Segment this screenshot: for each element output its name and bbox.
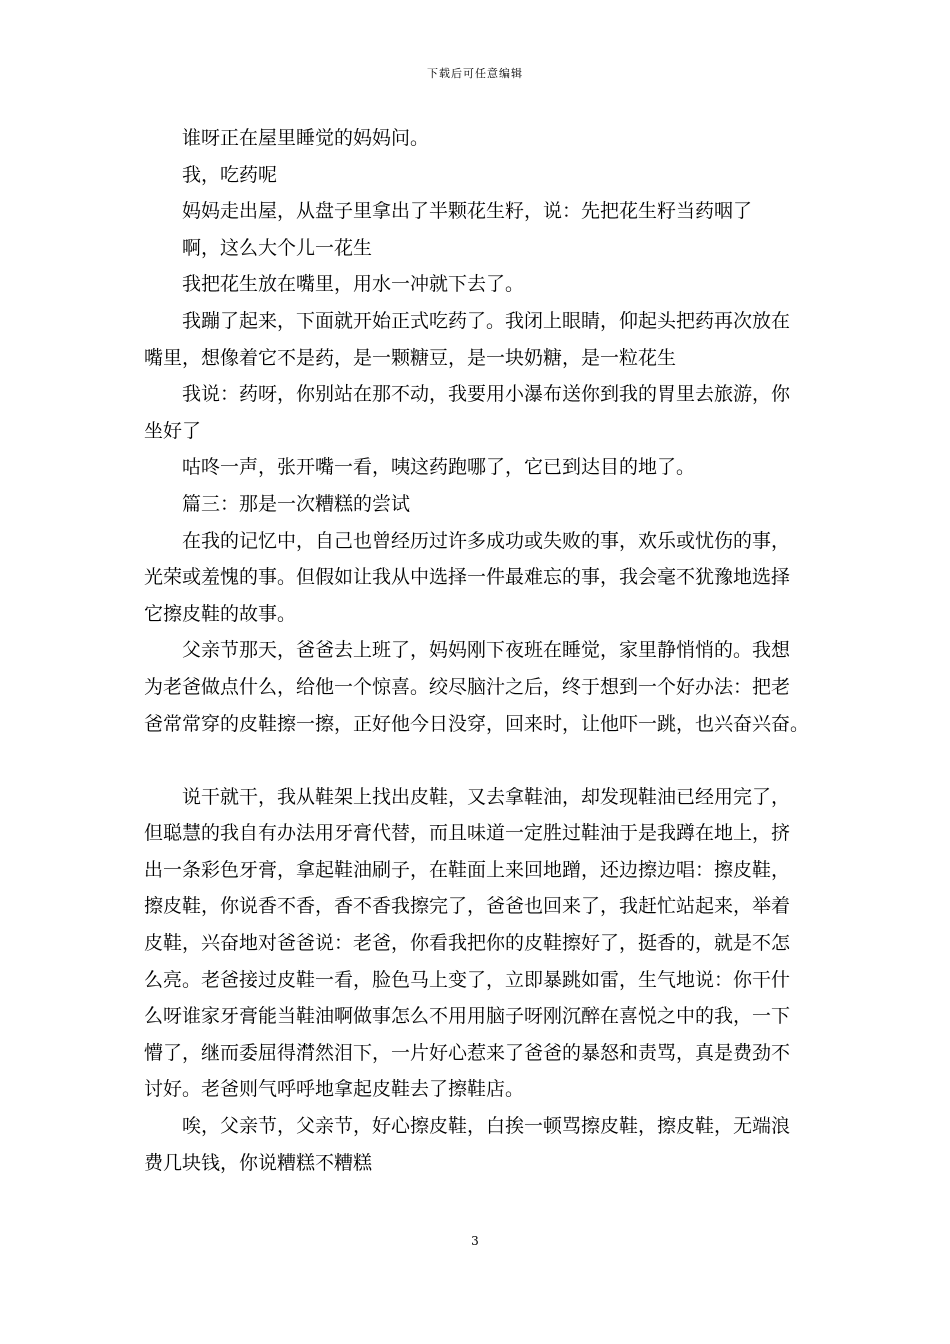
blank-line <box>144 742 814 779</box>
paragraph: 啊，这么大个儿一花生 <box>182 236 373 259</box>
paragraph: 唉，父亲节，父亲节，好心擦皮鞋，白挨一顿骂擦皮鞋，擦皮鞋，无端浪 费几块钱，你说糟糕不糟糕 <box>144 1115 791 1174</box>
section-heading: 篇三：那是一次糟糕的尝试 <box>182 492 411 515</box>
paragraph: 咕咚一声，张开嘴一看，咦这药跑哪了，它已到达目的地了。 <box>182 456 696 479</box>
paragraph: 妈妈走出屋，从盘子里拿出了半颗花生籽，说：先把花生籽当药咽了 <box>182 200 753 223</box>
paragraph: 谁呀正在屋里睡觉的妈妈问。 <box>182 127 430 149</box>
paragraph: 父亲节那天，爸爸去上班了，妈妈刚下夜班在睡觉，家里静悄悄的。我想 为老爸做点什么，给他一个惊喜。绞尽脑汁之后，终于想到一个好办法：把老 爸常常穿的皮鞋擦一擦，正好他今日没穿，回来时，让他吓一跳，也兴奋兴奋。 <box>144 639 810 735</box>
paragraph: 我，吃药呢 <box>182 163 278 186</box>
paragraph: 我说：药呀，你别站在那不动，我要用小瀑布送你到我的胃里去旅游，你 坐好了 <box>144 383 791 442</box>
document-body <box>144 120 814 1181</box>
page-number: 3 <box>471 1234 479 1248</box>
paragraph: 我把花生放在嘴里，用水一冲就下去了。 <box>182 273 525 296</box>
paragraph: 说干就干，我从鞋架上找出皮鞋，又去拿鞋油，却发现鞋油已经用完了， 但聪慧的我自有办法用牙膏代替，而且味道一定胜过鞋油于是我蹲在地上，挤 出一条彩色牙膏，拿起鞋油刷子，在鞋面上来回地蹭，还边擦边唱：擦皮鞋， 擦皮鞋，你说香不香，香不香我擦完了，爸爸也回来了，我赶忙站起来，举着 皮鞋，兴奋地对爸爸说：老爸，你看我把你的皮鞋擦好了，挺香的，就是不怎 么亮。老爸接过皮鞋一看，脸色马上变了，立即暴跳如雷，生气地说：你干什 么呀谁家牙膏能当鞋油啊做事怎么不用用脑子呀刚沉醉在喜悦之中的我，一下 懵了，继而委屈得潸然泪下，一片好心惹来了爸爸的暴怒和责骂，真是费劲不 讨好。老爸则气呼呼地拿起皮鞋去了擦鞋店。 <box>144 785 791 1101</box>
page-header: 下载后可任意编辑 <box>427 67 523 80</box>
paragraph: 我蹦了起来，下面就开始正式吃药了。我闭上眼睛，仰起头把药再次放在 嘴里，想像着它不是药，是一颗糖豆，是一块奶糖，是一粒花生 <box>144 309 791 369</box>
paragraph: 在我的记忆中，自己也曾经历过许多成功或失败的事，欢乐或忧伤的事， 光荣或羞愧的事。但假如让我从中选择一件最难忘的事，我会毫不犹豫地选择 它擦皮鞋的故事。 <box>144 529 791 625</box>
